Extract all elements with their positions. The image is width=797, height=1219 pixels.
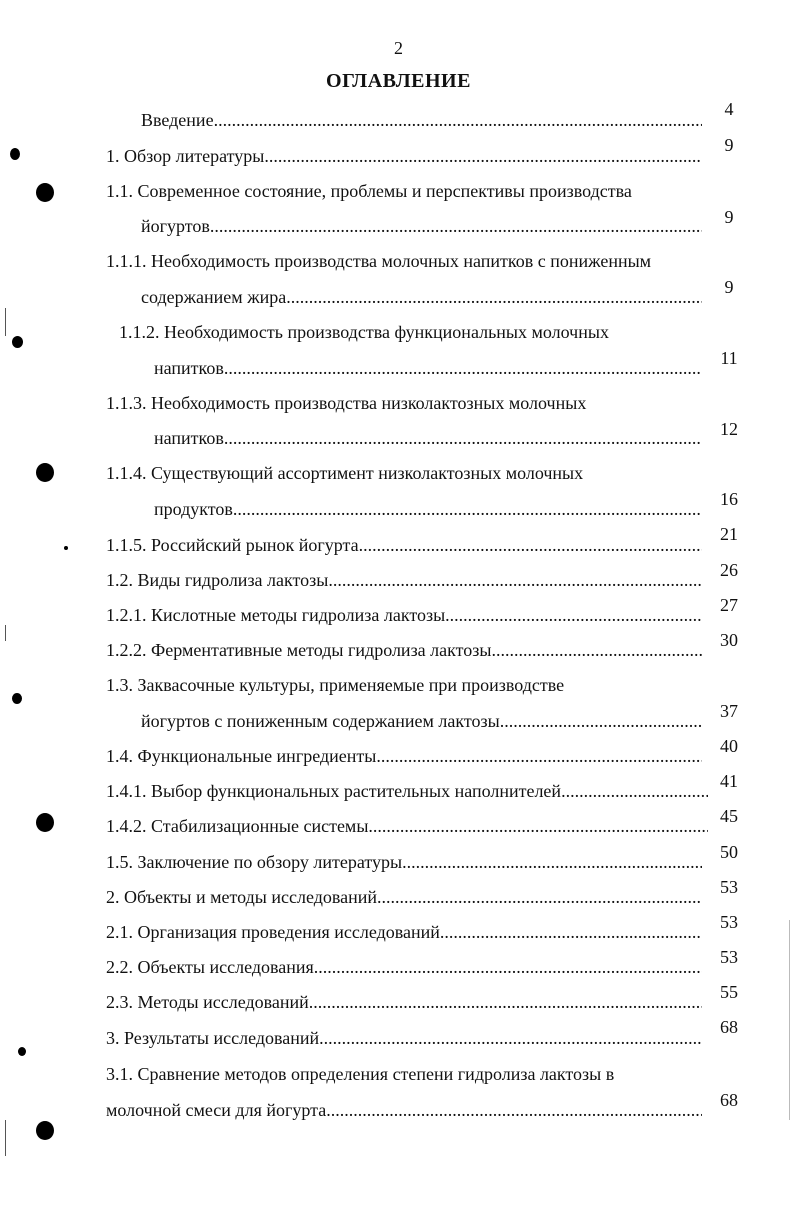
- toc-entry-2-1: 2.1. Организация проведения исследований .....: [106, 921, 702, 943]
- toc-page-number: 55: [720, 982, 738, 1002]
- toc-entry-1-1-4: продуктов .....: [154, 498, 702, 520]
- toc-page-number: 41: [720, 771, 738, 791]
- toc-entry-1-1-1-line1: 1.1.1. Необходимость производства молочных напитков с пониженным: [106, 251, 652, 271]
- binder-hole: [10, 148, 20, 160]
- toc-entry-1-1-2-line1: 1.1.2. Необходимость производства функциональных молочных: [119, 322, 609, 342]
- toc-entry-1-4-1: 1.4.1. Выбор функциональных растительных наполнителей .....: [106, 780, 708, 802]
- binder-hole: [12, 336, 23, 348]
- toc-entry-1-1-3-line1: 1.1.3. Необходимость производства низколактозных молочных: [106, 393, 587, 413]
- toc-entry-2: 2. Объекты и методы исследований .....: [106, 886, 702, 908]
- toc-entry-1-1-3: напитков .....: [154, 427, 702, 449]
- toc-entry-1-3-line1: 1.3. Заквасочные культуры, применяемые при производстве: [106, 675, 565, 695]
- toc-page-number: 68: [720, 1017, 738, 1037]
- toc-page-number: 50: [720, 842, 738, 862]
- page-title: ОГЛАВЛЕНИЕ: [326, 70, 471, 92]
- toc-page-number: 26: [720, 560, 738, 580]
- binder-hole: [36, 183, 54, 202]
- toc-entry-literature-review: 1. Обзор литературы .....: [106, 145, 702, 167]
- binder-hole: [36, 813, 54, 832]
- toc-page-number: 53: [720, 912, 738, 932]
- toc-page-number: 53: [720, 947, 738, 967]
- toc-page-number: 11: [720, 348, 738, 368]
- binder-hole: [18, 1047, 26, 1056]
- toc-entry-1-1-4-line1: 1.1.4. Существующий ассортимент низколактозных молочных: [106, 463, 584, 483]
- toc-entry-1-2: 1.2. Виды гидролиза лактозы .....: [106, 569, 702, 591]
- toc-page-number: 9: [724, 135, 734, 155]
- toc-entry-1-1-1: содержанием жира .....: [141, 286, 702, 308]
- toc-page-number: 16: [720, 489, 738, 509]
- toc-page-number: 9: [724, 277, 734, 297]
- toc-entry-1-2-2: 1.2.2. Ферментативные методы гидролиза лактозы .....: [106, 639, 702, 661]
- toc-page-number: 12: [720, 419, 738, 439]
- scan-mark: [5, 625, 6, 641]
- toc-entry-1-1-line1: 1.1. Современное состояние, проблемы и перспективы производства: [106, 181, 632, 201]
- scan-mark: [5, 308, 6, 336]
- toc-page-number: 53: [720, 877, 738, 897]
- toc-entry-3-1-line1: 3.1. Сравнение методов определения степени гидролиза лактозы в: [106, 1064, 615, 1084]
- toc-page-number: 27: [720, 595, 738, 615]
- binder-hole: [12, 693, 22, 704]
- binder-hole: [36, 463, 54, 482]
- toc-entry-1-1-2: напитков .....: [154, 357, 702, 379]
- toc-page-number: 45: [720, 806, 738, 826]
- toc-entry-1-4-2: 1.4.2. Стабилизационные системы .....: [106, 815, 708, 837]
- toc-entry-1-3: йогуртов с пониженным содержанием лактозы .....: [141, 710, 702, 732]
- toc-entry-2-3: 2.3. Методы исследований .....: [106, 991, 702, 1013]
- toc-entry-introduction: Введение .....: [141, 109, 702, 131]
- binder-hole: [36, 1121, 54, 1140]
- toc-page-number: 30: [720, 630, 738, 650]
- toc-page-number: 37: [720, 701, 738, 721]
- toc-entry-1-4: 1.4. Функциональные ингредиенты .....: [106, 745, 702, 767]
- scan-mark: [789, 920, 790, 1120]
- toc-entry-1-1: йогуртов .....: [141, 215, 702, 237]
- toc-page-number: 40: [720, 736, 738, 756]
- toc-entry-3: 3. Результаты исследований .....: [106, 1027, 702, 1049]
- binder-hole: [64, 546, 68, 550]
- toc-entry-1-1-5: 1.1.5. Российский рынок йогурта .....: [106, 534, 702, 556]
- toc-page-number: 21: [720, 524, 738, 544]
- page-number: 2: [394, 38, 403, 58]
- toc-entry-1-5: 1.5. Заключение по обзору литературы .....: [106, 851, 702, 873]
- toc-page-number: 9: [724, 207, 734, 227]
- scan-mark: [5, 1120, 6, 1156]
- toc-entry-1-2-1: 1.2.1. Кислотные методы гидролиза лактозы .....: [106, 604, 702, 626]
- toc-entry-3-1: молочной смеси для йогурта .....: [106, 1099, 702, 1121]
- toc-page-number: 4: [724, 99, 734, 119]
- toc-page-number: 68: [720, 1090, 738, 1110]
- toc-entry-2-2: 2.2. Объекты исследования .....: [106, 956, 702, 978]
